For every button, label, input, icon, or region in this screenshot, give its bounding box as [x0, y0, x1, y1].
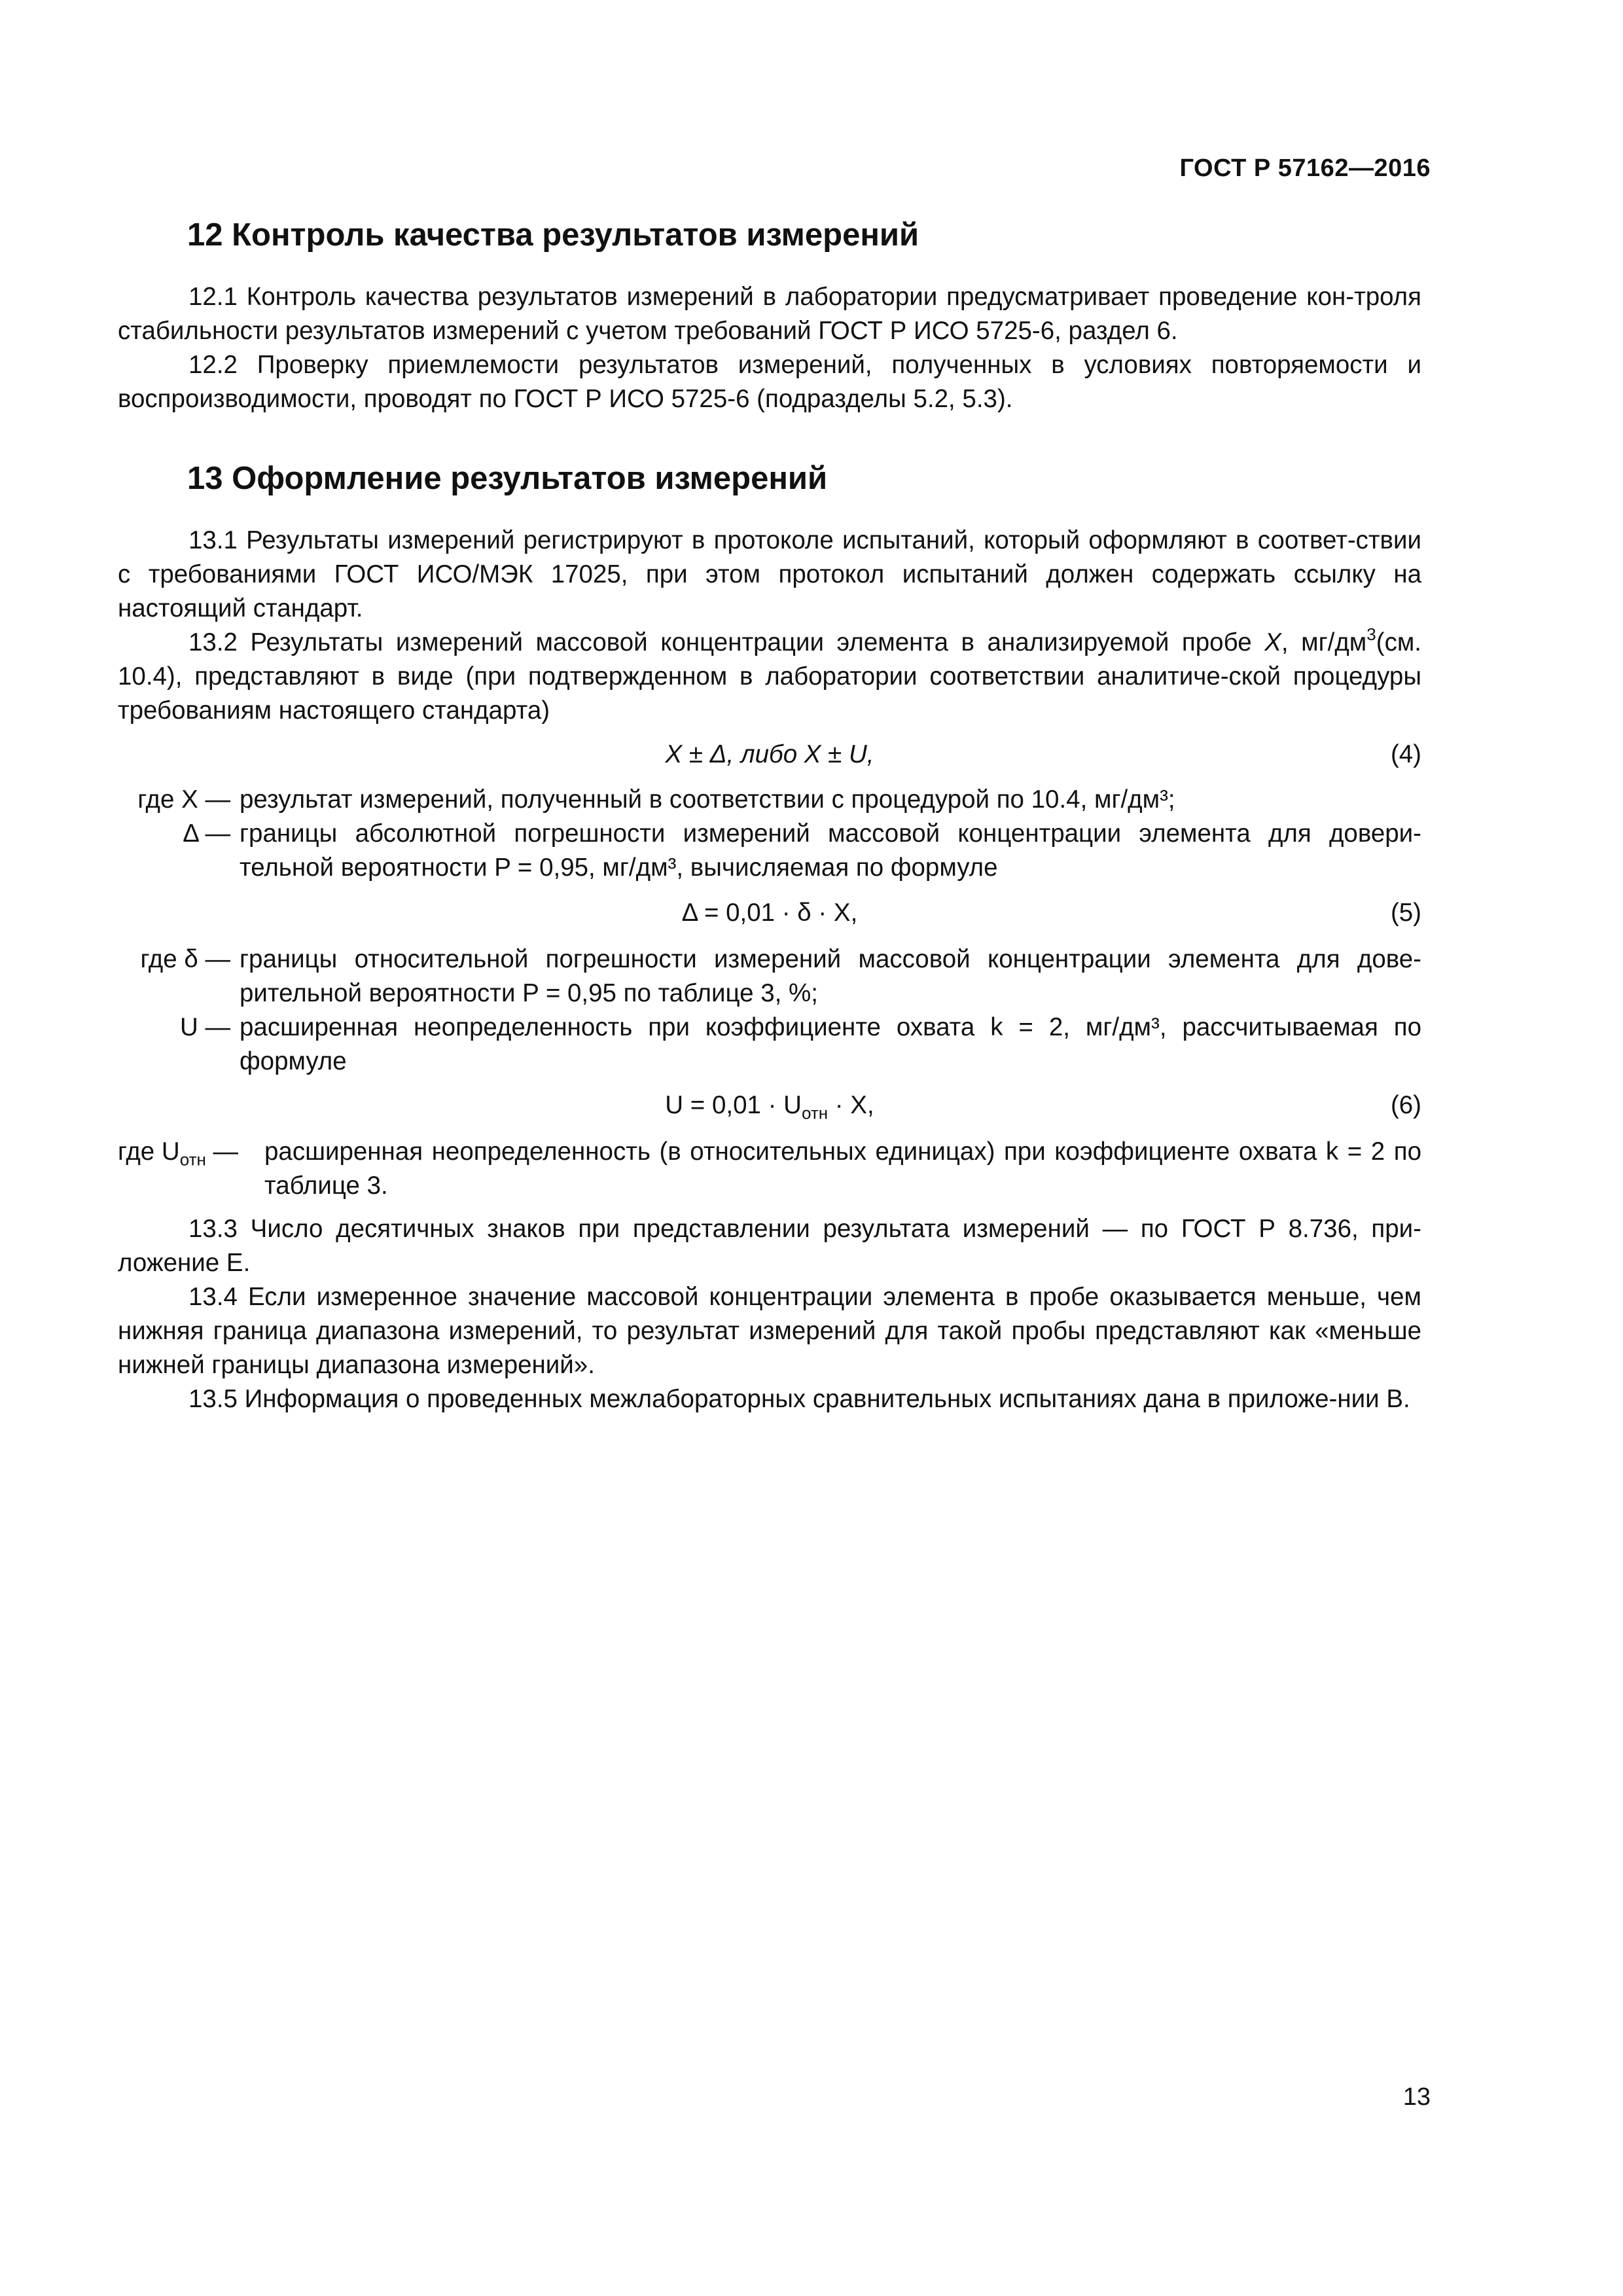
paragraph-12-2: 12.2 Проверку приемлемости результатов измерений, полученных в условиях повторяемости и воспроизводимости, проводят по ГОСТ Р ИСО 5725-6 (подразделы 5.2, 5.3).: [118, 351, 1421, 413]
section-13-body: [118, 524, 1421, 1416]
definition-x: [118, 783, 1421, 817]
section-12-body: [118, 280, 1421, 416]
definition-delta-label: Δ —: [183, 819, 230, 848]
definition-u-rel-label: где $U_{отн}$ —: [118, 1138, 239, 1170]
paragraph-13-1: 13.1 Результаты измерений регистрируют в протоколе испытаний, который оформляют в соответ-ствии с требованиями ГОСТ ИСО/МЭК 17025, при этом протокол испытаний должен содержать ссылку на настоящий стандарт.: [118, 526, 1421, 622]
section-12-title: 12 Контроль качества результатов измерений: [187, 217, 919, 253]
definition-u-text: расширенная неопределенность при коэффициенте охвата k = 2, мг/дм³, рассчитываемая по формуле: [240, 1013, 1421, 1075]
formula-4: [118, 736, 1421, 774]
paragraph-13-3: 13.3 Число десятичных знаков при представлении результата измерений — по ГОСТ Р 8.736, при-ложение Е.: [118, 1215, 1421, 1277]
definition-small-delta-text: границы относительной погрешности измерений массовой концентрации элемента для дове-рительной вероятности P = 0,95 по таблице 3, %;: [240, 945, 1421, 1007]
formula-6: [118, 1086, 1421, 1124]
definition-u-rel: [118, 1135, 1421, 1203]
standard-code: ГОСТ Р 57162—2016: [1179, 154, 1431, 182]
page-number: 13: [1402, 2083, 1431, 2111]
formula-5: [118, 894, 1421, 932]
formula-6-expression: $U = 0,01 \cdot U_{отн} \cdot X$,: [665, 1091, 874, 1123]
definition-x-text: результат измерений, полученный в соответствии с процедурой по 10.4, мг/дм³;: [240, 785, 1175, 814]
section-13-title: 13 Оформление результатов измерений: [187, 461, 828, 496]
formula-6-number: (6): [1390, 1091, 1421, 1119]
formula-4-number: (4): [1390, 740, 1421, 768]
formula-5-number: (5): [1390, 899, 1421, 927]
definition-x-label: где X —: [137, 785, 230, 814]
formula-5-expression: Δ = 0,01 · δ · X,: [681, 899, 858, 927]
definition-small-delta-label: где δ —: [140, 945, 230, 973]
definition-delta-text: границы абсолютной погрешности измерений массовой концентрации элемента для довери-тельной вероятности P = 0,95, мг/дм³, вычисляемая по формуле: [240, 819, 1421, 882]
formula-4-expression: X ± Δ, либо X ± U,: [665, 740, 874, 768]
paragraph-13-5: 13.5 Информация о проведенных межлабораторных сравнительных испытаниях дана в приложе-нии В.: [188, 1385, 1410, 1413]
definition-u-rel-text: расширенная неопределенность (в относительных единицах) при коэффициенте охвата k = 2 по таблице 3.: [264, 1138, 1421, 1200]
definition-delta: [118, 817, 1421, 885]
definition-u-label: U —: [180, 1013, 230, 1041]
paragraph-12-1: 12.1 Контроль качества результатов измерений в лаборатории предусматривает проведение кон-троля стабильности результатов измерений с учетом требований ГОСТ Р ИСО 5725-6, раздел 6.: [118, 283, 1421, 345]
paragraph-13-4: 13.4 Если измеренное значение массовой концентрации элемента в пробе оказывается меньше, чем нижняя граница диапазона измерений, то результат измерений для такой пробы представляют как «меньше нижней границы диапазона измерений».: [118, 1283, 1421, 1379]
paragraph-13-2: 13.2 Результаты измерений массовой концентрации элемента в анализируемой пробе X, $мг/дм^3(см$. 10.4), представляют в виде (при подтвержденном в лаборатории соответствии аналитиче-ской процедуры требованиям настоящего стандарта): [118, 624, 1421, 725]
definition-u: [118, 1011, 1421, 1079]
definition-small-delta: [118, 942, 1421, 1011]
